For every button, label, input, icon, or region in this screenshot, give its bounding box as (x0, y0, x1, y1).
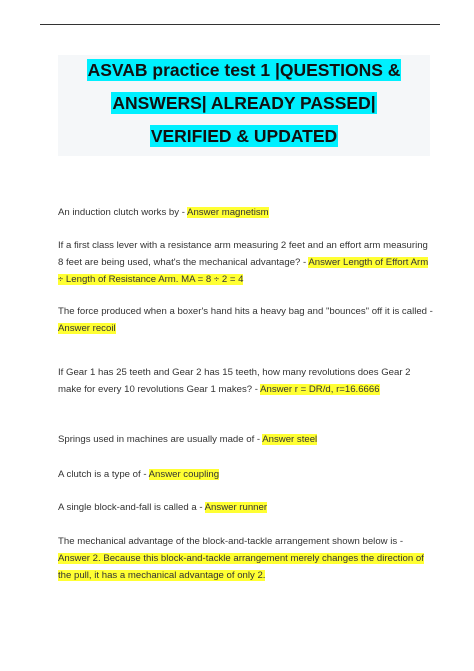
qa-item (58, 204, 434, 221)
question-text: An induction clutch works by - (58, 207, 188, 218)
question-text: The force produced when a boxer's hand hits a heavy bag and "bounces" off it is called - (58, 306, 433, 317)
answer-text: Answer runner (204, 502, 268, 513)
question-text: A clutch is a type of - (58, 469, 149, 480)
question-text: If Gear 1 has 25 teeth and Gear 2 has 15 teeth, how many revolutions does Gear 2 make for every 10 revolutions Gear 1 makes? - (58, 367, 411, 395)
title-block (58, 55, 430, 156)
answer-text: Answer steel (262, 434, 318, 445)
title-line-3 (58, 125, 430, 147)
answer-text: Answer recoil (58, 323, 116, 334)
qa-item (58, 533, 434, 584)
question-text: If a first class lever with a resistance arm measuring 2 feet and an effort arm measuring 8 feet are being used, what's the mechanical advantage? - (58, 240, 428, 268)
title-text-3: VERIFIED & UPDATED (150, 126, 338, 146)
question-text: The mechanical advantage of the block-and-tackle arrangement shown below is - (58, 536, 404, 547)
title-line-2 (58, 92, 430, 114)
title-text-1: ASVAB practice test 1 |QUESTIONS & (87, 60, 401, 80)
question-text: A single block-and-fall is called a - (58, 502, 205, 513)
qa-item (58, 466, 434, 483)
title-line-1 (58, 59, 430, 81)
answer-text: Answer Length of Effort Arm ÷ Length of Resistance Arm. MA = 8 ÷ 2 = 4 (58, 257, 429, 285)
answer-text: Answer magnetism (187, 207, 269, 218)
answer-text: Answer 2. Because this block-and-tackle arrangement merely changes the direction of the pull, it has a mechanical advantage of only 2. (58, 553, 424, 581)
qa-item (58, 237, 434, 288)
question-text: Springs used in machines are usually made of - (58, 434, 263, 445)
top-divider (40, 24, 440, 25)
qa-item (58, 303, 434, 337)
answer-text: Answer coupling (148, 469, 220, 480)
title-text-2: ANSWERS| ALREADY PASSED| (112, 93, 376, 113)
answer-text: Answer r = DR/d, r=16.6666 (260, 384, 380, 395)
qa-item (58, 499, 434, 516)
qa-item (58, 364, 434, 398)
qa-item (58, 431, 434, 448)
